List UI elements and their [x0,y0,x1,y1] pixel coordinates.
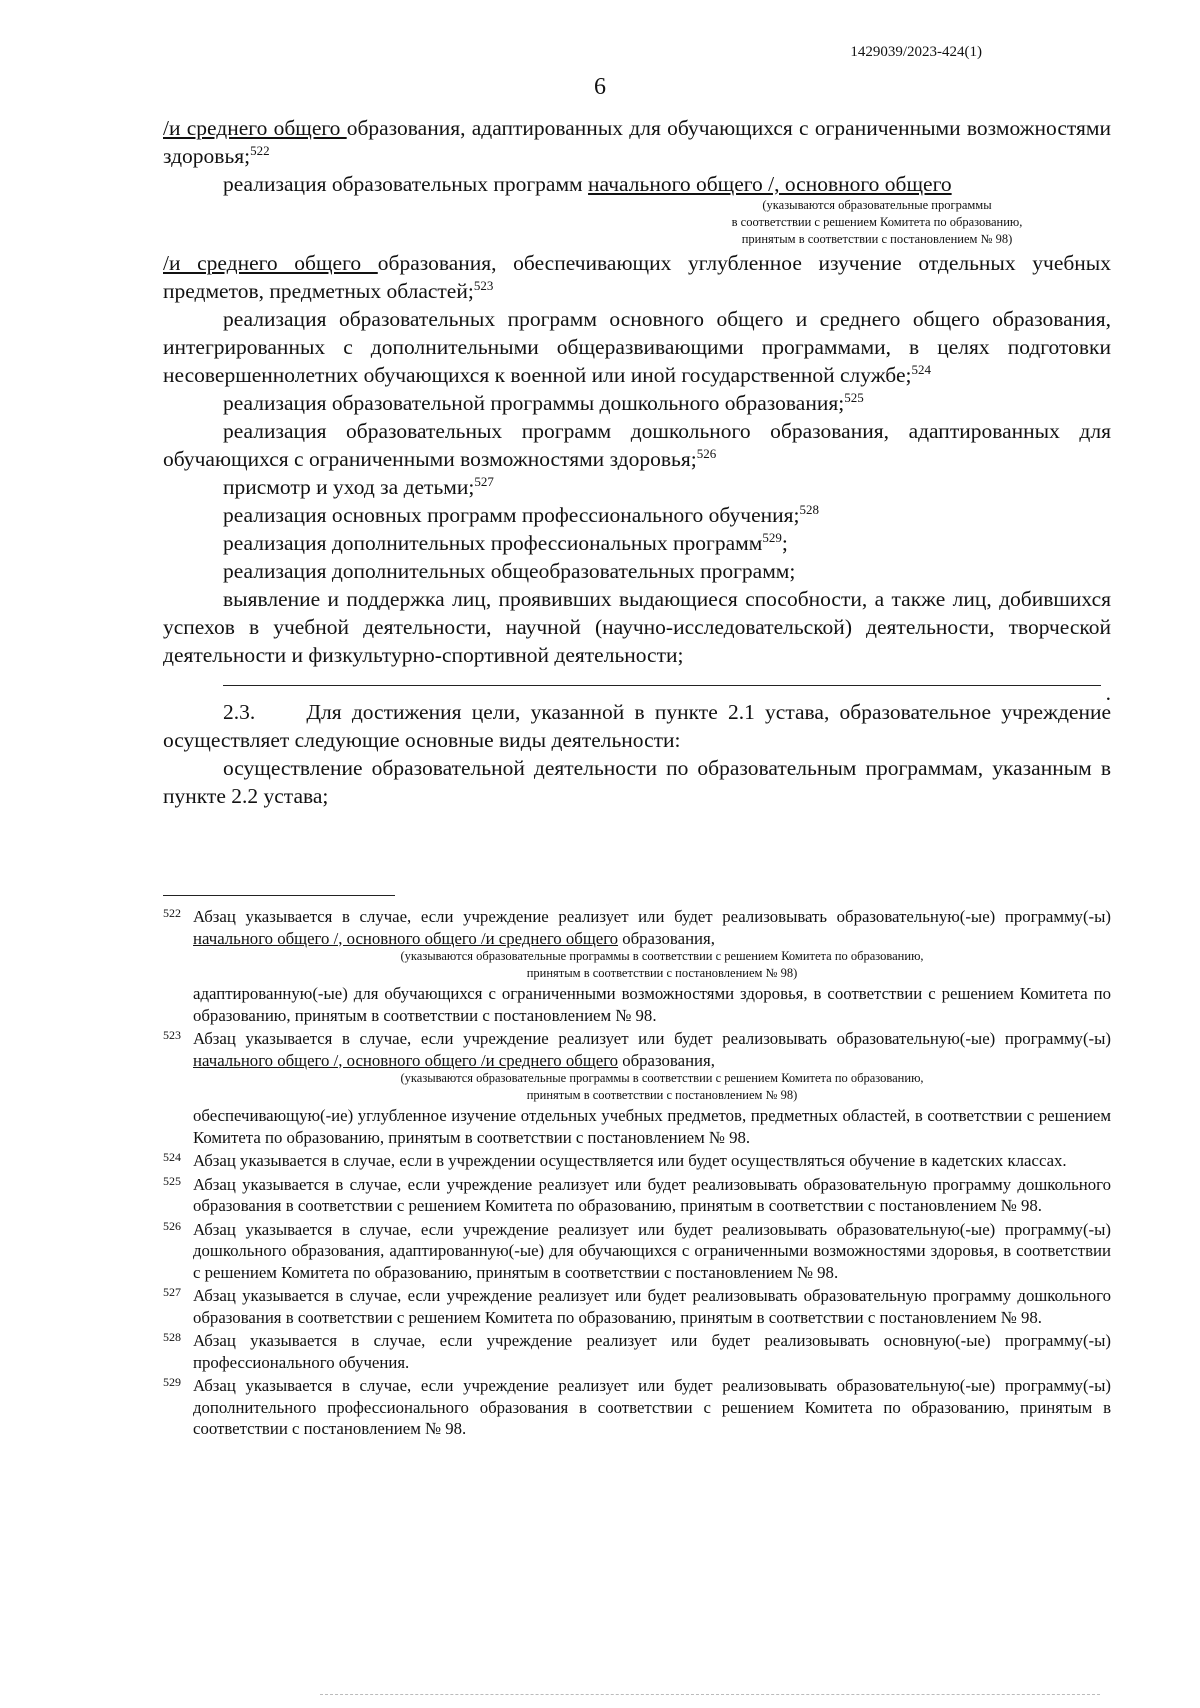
hint-line: принятым в соответствии с постановлением № 98) [526,966,798,980]
document-number: 1429039/2023-424(1) [850,44,982,60]
paragraph-text: реализация образовательной программы дошкольного образования; [223,391,845,415]
paragraph-text: реализация основных программ профессионального обучения; [223,503,800,527]
footnote-text: Абзац указывается в случае, если в учреждении осуществляется или будет осуществляться обучение в кадетских классах. [193,1151,1067,1170]
hint-line: принятым в соответствии с постановлением № 98) [526,1088,798,1102]
paragraph-text: 2.3. Для достижения цели, указанной в пункте 2.1 устава, образовательное учреждение осуществляет следующие основные виды деятельности: [163,700,1111,752]
paragraph [163,529,1111,557]
footnote-ref: 528 [799,502,819,517]
rule-end-period: . [1105,681,1111,705]
punctuation: ; [781,531,788,555]
footnote-text: Абзац указывается в случае, если учреждение реализует или будет реализовывать образовательную программу дошкольного образования в соответствии с решением Комитета по образованию, принятым в соответствии с постановлением № 98. [193,1174,1111,1215]
paragraph-text: осуществление образовательной деятельности по образовательным программам, указанным в пункте 2.2 устава; [163,756,1111,808]
footnote-524 [163,1150,1111,1172]
page-number: 6 [594,74,606,100]
hint-line: (указываются образовательные программы [762,198,992,212]
footnote-523 [163,1028,1111,1148]
fill-in-underlined: /и среднего общего [163,251,378,275]
footnote-527 [163,1285,1111,1328]
paragraph [163,501,1111,529]
footnote-text: образования, [618,1050,715,1070]
fill-in-hint [163,197,1111,248]
fill-in-underlined: начального общего /, основного общего /и среднего общего [193,928,619,948]
paragraph-text: реализация дополнительных профессиональных программ [223,531,763,555]
footnote-ref: 525 [844,390,864,405]
scan-edge-noise [320,1694,1100,1697]
footnote-ref: 526 [696,446,717,461]
paragraph [163,389,1111,417]
footnote-text: Абзац указывается в случае, если учреждение реализует или будет реализовывать основную(-ые) программу(-ы) профессионального обучения. [193,1331,1111,1372]
footnote-mark: 524 [163,1150,181,1164]
paragraph [163,249,1111,305]
footnote-separator [163,895,395,896]
paragraph [163,170,1111,198]
footnote-text: Абзац указывается в случае, если учреждение реализует или будет реализовывать образовательную(-ые) программу(-ы) дополнительного профессионального образования в соответствии с решением Комитета по образованию, принятым в соответствии с постановлением № 98. [193,1376,1111,1438]
paragraph [163,585,1111,669]
fill-in-hint [193,948,1111,982]
footnote-mark: 528 [163,1330,181,1344]
paragraph [163,473,1111,501]
footnotes [163,906,1111,1442]
footnote-ref: 523 [473,278,494,293]
paragraph [163,557,1111,585]
fill-in-underlined: начального общего /, основного общего [588,172,952,196]
paragraph-text: реализация образовательных программ основного общего и среднего общего образования, интегрированных с дополнительными общеразвивающими программами, в целях подготовки несовершеннолетних обучающихся к военной или иной государственной службе; [163,307,1111,387]
hint-line: принятым в соответствии с постановлением № 98) [741,232,1013,246]
footnote-mark: 529 [163,1375,181,1389]
footnote-525 [163,1174,1111,1217]
footnote-529 [163,1375,1111,1440]
paragraph-text: присмотр и уход за детьми; [223,475,475,499]
blank-fill-line [223,681,1101,686]
footnote-528 [163,1330,1111,1373]
footnote-mark: 522 [163,906,181,920]
paragraph [163,305,1111,389]
footnote-text: образования, [618,928,715,948]
footnote-text: адаптированную(-ые) для обучающихся с ограниченными возможностями здоровья, в соответствии с решением Комитета по образованию, принятым в соответствии с постановлением № 98. [193,984,1111,1025]
paragraph-section-2-3 [163,698,1111,754]
footnote-text: Абзац указывается в случае, если учреждение реализует или будет реализовывать образовательную(-ые) программу(-ы) [193,907,1111,926]
footnote-text: Абзац указывается в случае, если учреждение реализует или будет реализовывать образовательную(-ые) программу(-ы) [193,1029,1111,1048]
hint-line: (указываются образовательные программы в соответствии с решением Комитета по образованию, [400,949,924,963]
paragraph-text: реализация образовательных программ [223,172,589,196]
hint-line: (указываются образовательные программы в соответствии с решением Комитета по образованию, [400,1071,924,1085]
paragraph [163,754,1111,810]
footnote-ref: 522 [250,143,270,158]
footnote-522 [163,906,1111,1026]
blank-fill-line-row [163,681,1111,705]
paragraph-text: реализация образовательных программ дошкольного образования, адаптированных для обучающихся с ограниченными возможностями здоровья; [163,419,1111,471]
fill-in-underlined: начального общего /, основного общего /и среднего общего [193,1050,619,1070]
footnote-mark: 523 [163,1028,181,1042]
footnote-text: Абзац указывается в случае, если учреждение реализует или будет реализовывать образовательную(-ые) программу(-ы) дошкольного образования, адаптированную(-ые) для обучающихся с ограниченными возможностями здоровья, в соответствии с решением Комитета по образованию, принятым в соответствии с постановлением № 98. [193,1219,1111,1282]
paragraph-text: образования, адаптированных для обучающихся с ограниченными возможностями здоровья; [163,116,1111,168]
fill-in-hint [193,1070,1111,1104]
paragraph [163,114,1111,170]
footnote-ref: 527 [474,474,494,489]
footnote-text: Абзац указывается в случае, если учреждение реализует или будет реализовывать образовательную программу дошкольного образования в соответствии с решением Комитета по образованию, принятым в соответствии с постановлением № 98. [193,1286,1111,1327]
paragraph-text: образования, обеспечивающих углубленное изучение отдельных учебных предметов, предметных областей; [163,251,1112,303]
footnote-526 [163,1219,1111,1284]
footnote-mark: 526 [163,1218,181,1233]
paragraph-text: выявление и поддержка лиц, проявивших выдающиеся способности, а также лиц, добившихся успехов в учебной деятельности, научной (научно-исследовательской) деятельности, творческой деятельности и физкультурно-спортивной деятельности; [163,587,1111,667]
footnote-ref: 524 [911,362,931,377]
fill-in-underlined: /и среднего общего [163,116,347,140]
hint-line: в соответствии с решением Комитета по образованию, [731,215,1023,229]
footnote-mark: 527 [163,1285,181,1299]
footnote-ref: 529 [762,530,782,545]
footnote-text: обеспечивающую(-ие) углубленное изучение отдельных учебных предметов, предметных областей, в соответствии с решением Комитета по образованию, принятым в соответствии с постановлением № 98. [193,1106,1111,1147]
footnote-mark: 525 [163,1173,181,1188]
paragraph [163,417,1111,473]
main-text [163,114,1111,810]
paragraph-text: реализация дополнительных общеобразовательных программ; [223,559,796,583]
